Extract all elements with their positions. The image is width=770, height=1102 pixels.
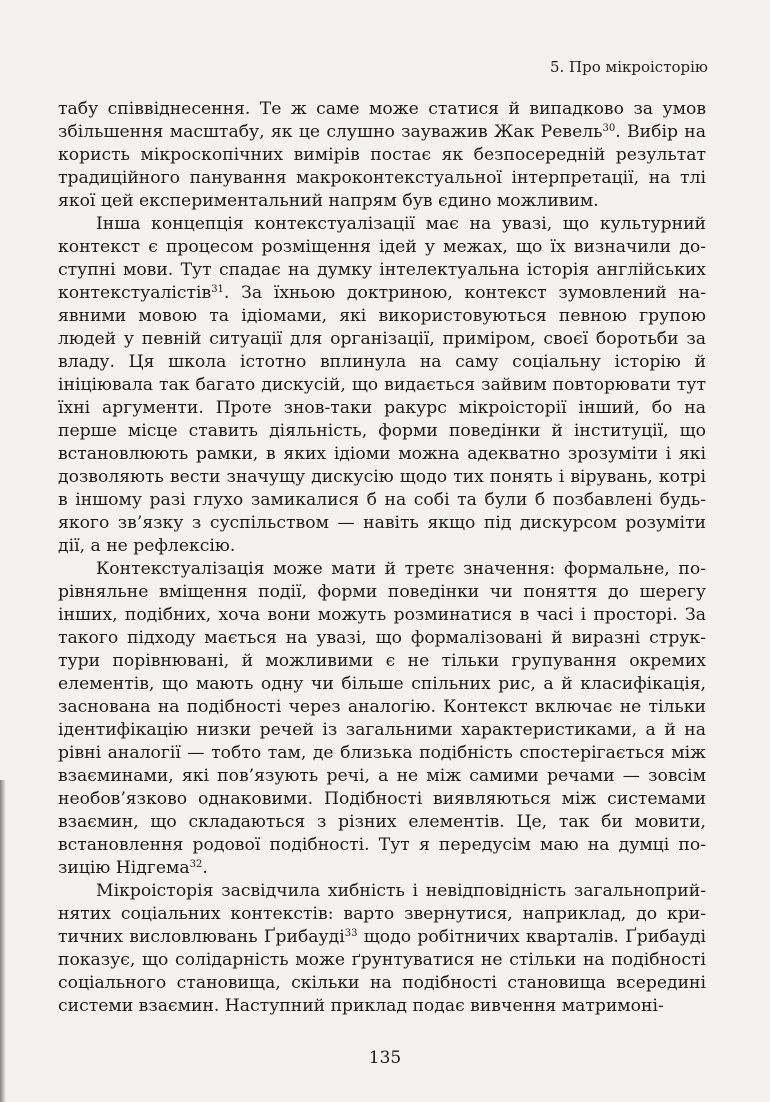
text-run: Мікроісторія засвідчила хибність і невідповідність загальноприйнятих соціальних контекстів: варто звернутися, наприклад, до критичних висловлювань Ґрибауді — [58, 881, 706, 947]
text-run: Інша концепція контекстуалізації має на увазі, що культурний контекст є процесом розміщення ідей у межах, що їх визначили доступні мови. Тут спадає на думку інтелектуальна історія англійських контекстуалістів — [58, 214, 706, 303]
page-number: 135 — [368, 1048, 402, 1068]
text-run: . — [202, 858, 208, 878]
text-run: табу співвіднесення. Те ж саме може статися й випадково за умов збільшення масштабу, як це слушно зауважив Жак Ревель — [58, 99, 706, 142]
paragraph — [58, 98, 706, 213]
body-text — [58, 98, 706, 1018]
running-header: 5. Про мікроісторію — [549, 58, 708, 76]
text-run: щодо робітничих кварталів. Ґрибауді показує, що солідарність може ґрунтуватися не стільки на подібності соціального становища, скільки на подібності становища всередині системи взаємин. Наступний приклад подає вивчення матримоні- — [58, 927, 706, 1016]
footnote-ref: 30 — [602, 123, 616, 134]
text-run: . Вибір на користь мікроскопічних вимірів постає як безпосередній результат традиційного панування макроконтекстуальної інтерпретації, на тлі якої цей експериментальний напрям був єдино можливим. — [58, 122, 706, 211]
text-run: Контекстуалізація може мати й третє значення: формальне, порівняльне вміщення події, форми поведінки чи поняття до шерегу інших, подібних, хоча вони можуть розминатися в часі і просторі. За такого підходу мається на увазі, що формалізовані й виразні структури порівнювані, й можливими є не тільки групування окремих елементів, що мають одну чи більше спільних рис, а й класифікація, заснована на подібності через аналогію. Контекст включає не тільки ідентифікацію низки речей із загальними характеристиками, а й на рівні аналогії — тобто там, де близька подібність спостерігається між взаєминами, які пов’язують речі, а не між самими речами — зовсім необов’язково однаковими. Подібності виявляються між системами взаємин, що складаються з різних елементів. Це, так би мовити, встановлення родової подібності. Тут я передусім маю на думці позицію Нідгема — [58, 559, 706, 878]
footnote-ref: 33 — [344, 928, 358, 939]
paragraph — [58, 880, 706, 1018]
footnote-ref: 31 — [211, 284, 224, 295]
text-run: . За їхньою доктриною, контекст зумовлений наявними мовою та ідіомами, які використовуються певною групою людей у певній ситуації для організації, приміром, своєї боротьби за владу. Ця школа істотно вплинула на саму соціальну історію й ініціювала так багато дискусій, що видається зайвим повторювати тут їхні аргументи. Проте знов-таки ракурс мікроісторії інший, бо на перше місце ставить діяльність, форми поведінки й інституції, що встановлюють рамки, в яких ідіоми можна адекватно зрозуміти і які дозволяють вести значущу дискусію щодо тих понять і вірувань, котрі в іншому разі глухо замикалися б на собі та були б позбавлені будь-якого зв’язку з суспільством — навіть якщо під дискурсом розуміти дії, а не рефлексію. — [58, 283, 706, 556]
paragraph — [58, 213, 706, 558]
footnote-ref: 32 — [189, 859, 203, 870]
paragraph — [58, 558, 706, 880]
